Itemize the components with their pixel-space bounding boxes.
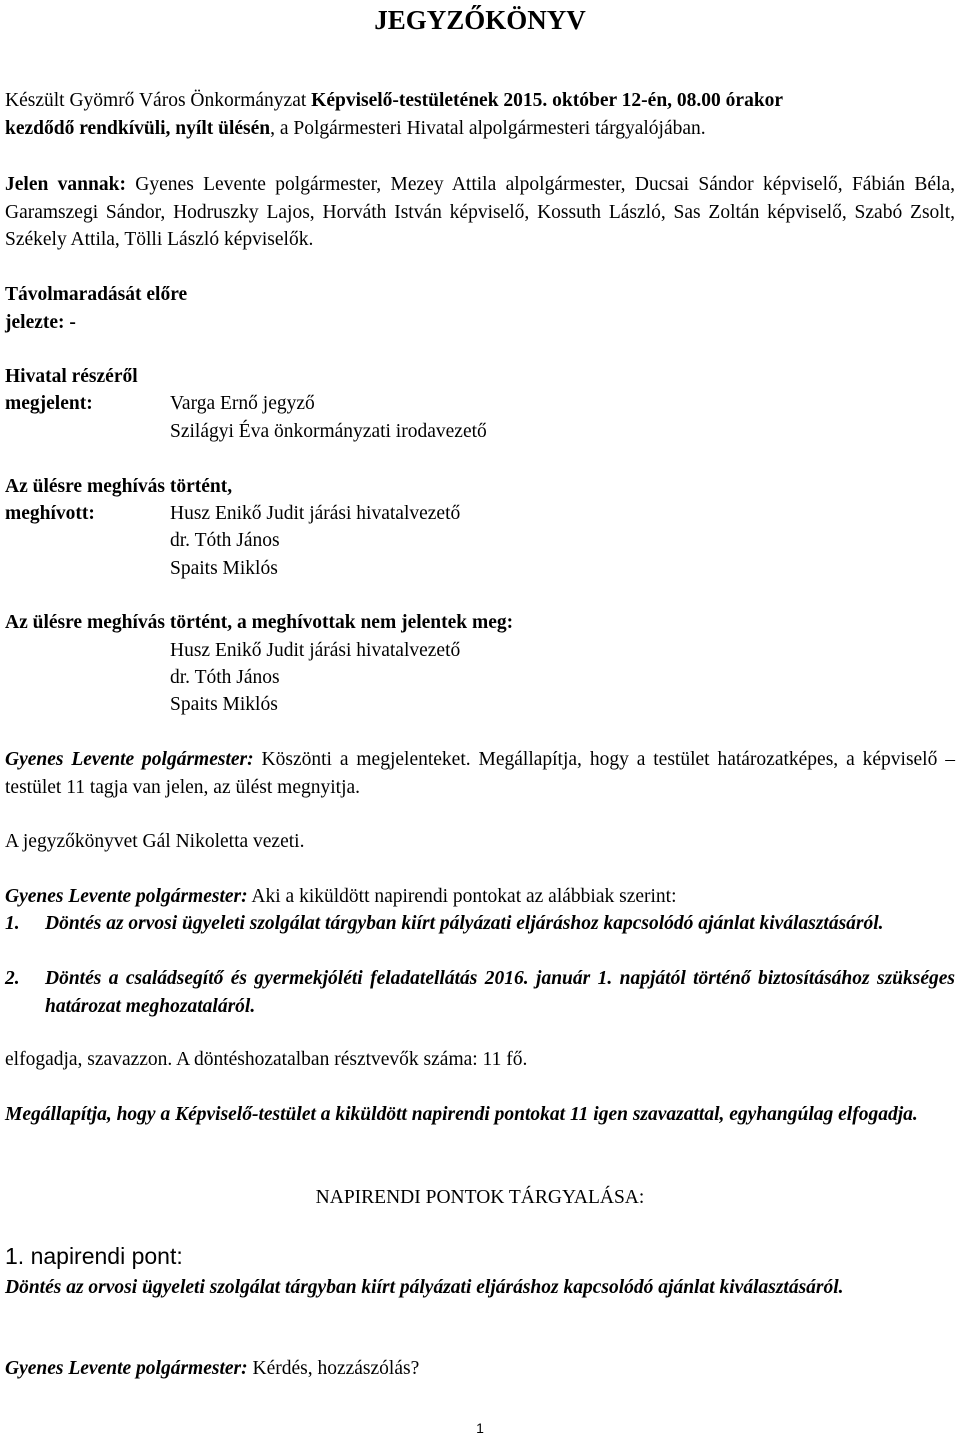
intro-paragraph — [5, 87, 955, 142]
item-title: Döntés az orvosi ügyeleti szolgálat tárgyban kiírt pályázati eljáráshoz kapcsolódó ajánlat kiválasztásáról. — [5, 1277, 844, 1298]
invited-person: Spaits Miklós — [170, 558, 278, 579]
absent-label-2: jelezte: - — [5, 311, 76, 333]
agenda-item — [5, 910, 955, 966]
office-person: Varga Ernő jegyző — [170, 393, 315, 414]
invited-absent-person: Spaits Miklós — [170, 694, 278, 715]
section-heading: NAPIRENDI PONTOK TÁRGYALÁSA: — [315, 1187, 645, 1208]
invited-row-3 — [5, 555, 955, 583]
vote-line: elfogadja, szavazzon. A döntéshozatalban résztvevők száma: 11 fő. — [5, 1049, 528, 1070]
invited-label-1: Az ülésre meghívás történt, — [5, 476, 233, 497]
invited-absent-person: dr. Tóth János — [170, 667, 280, 688]
minutes-keeper: A jegyzőkönyvet Gál Nikoletta vezeti. — [5, 831, 305, 852]
office-row-1 — [5, 390, 955, 418]
page-number: 1 — [476, 1420, 484, 1436]
agenda-item-number: 1. — [5, 913, 20, 934]
agenda-item-text: Döntés a családsegítő és gyermekjóléti feladatellátás 2016. január 1. napjától történő biztosításához szükséges határozat meghozataláról. — [45, 968, 955, 1017]
office-row-2 — [5, 418, 955, 446]
document-title: JEGYZŐKÖNYV — [374, 5, 586, 35]
invited-absent-row-1 — [5, 637, 955, 665]
resolution-paragraph: Megállapítja, hogy a Képviselő-testület a kiküldött napirendi pontokat 11 igen szavazattal, egyhangúlag elfogadja. — [5, 1104, 918, 1125]
item-heading: 1. napirendi pont: — [5, 1243, 183, 1269]
intro-line-2: kezdődő rendkívüli, nyílt ülésén, a Polgármesteri Hivatal alpolgármesteri tárgyalójában. — [5, 117, 706, 139]
opening-paragraph: Gyenes Levente polgármester: Köszönti a megjelenteket. Megállapítja, hogy a testület határozatképes, a képviselő – testület 11 tagja van jelen, az ülést megnyitja. — [5, 749, 955, 798]
intro-line-1: Készült Gyömrő Város Önkormányzat Képviselő-testületének 2015. október 12-én, 08.00 órakor — [5, 90, 784, 111]
invited-absent-row-2 — [5, 664, 955, 692]
present-paragraph: Jelen vannak: Gyenes Levente polgármester, Mezey Attila alpolgármester, Ducsai Sándor képviselő, Fábián Béla, Garamszegi Sándor, Hodruszky Lajos, Horváth István képviselő, Kossuth László, Sas Zoltán képviselő, Szabó Zsolt, Székely Attila, Tölli László képviselők. — [5, 174, 955, 250]
invited-person: dr. Tóth János — [170, 530, 280, 551]
invited-absent-label-row — [5, 609, 955, 637]
invited-row-2 — [5, 527, 955, 555]
agenda-intro: Gyenes Levente polgármester: Aki a kiküldött napirendi pontokat az alábbiak szerint: — [5, 886, 677, 907]
agenda-item — [5, 965, 955, 1021]
invited-absent-person: Husz Enikő Judit járási hivatalvezető — [170, 640, 461, 661]
speaker-name: Gyenes Levente polgármester: — [5, 886, 248, 907]
invited-label-2: meghívott: — [5, 503, 95, 524]
office-person: Szilágyi Éva önkormányzati irodavezető — [170, 421, 487, 442]
absent-label-1: Távolmaradását előre — [5, 284, 188, 305]
invited-person: Husz Enikő Judit járási hivatalvezető — [170, 503, 461, 524]
invited-absent-label: Az ülésre meghívás történt, a meghívottak nem jelentek meg: — [5, 612, 514, 633]
speaker-name: Gyenes Levente polgármester: — [5, 749, 254, 770]
agenda-item-text: Döntés az orvosi ügyeleti szolgálat tárgyban kiírt pályázati eljáráshoz kapcsolódó ajánlat kiválasztásáról. — [45, 913, 884, 934]
speaker-name: Gyenes Levente polgármester: — [5, 1358, 248, 1379]
closing-line: Gyenes Levente polgármester: Kérdés, hozzászólás? — [5, 1358, 420, 1379]
agenda-item-number: 2. — [5, 968, 20, 989]
office-label-2: megjelent: — [5, 393, 93, 414]
invited-absent-row-3 — [5, 691, 955, 719]
absent-block — [5, 281, 955, 336]
office-label-1: Hivatal részéről — [5, 366, 138, 387]
office-label-row — [5, 363, 955, 391]
invited-label-row — [5, 473, 955, 501]
invited-row-1 — [5, 500, 955, 528]
